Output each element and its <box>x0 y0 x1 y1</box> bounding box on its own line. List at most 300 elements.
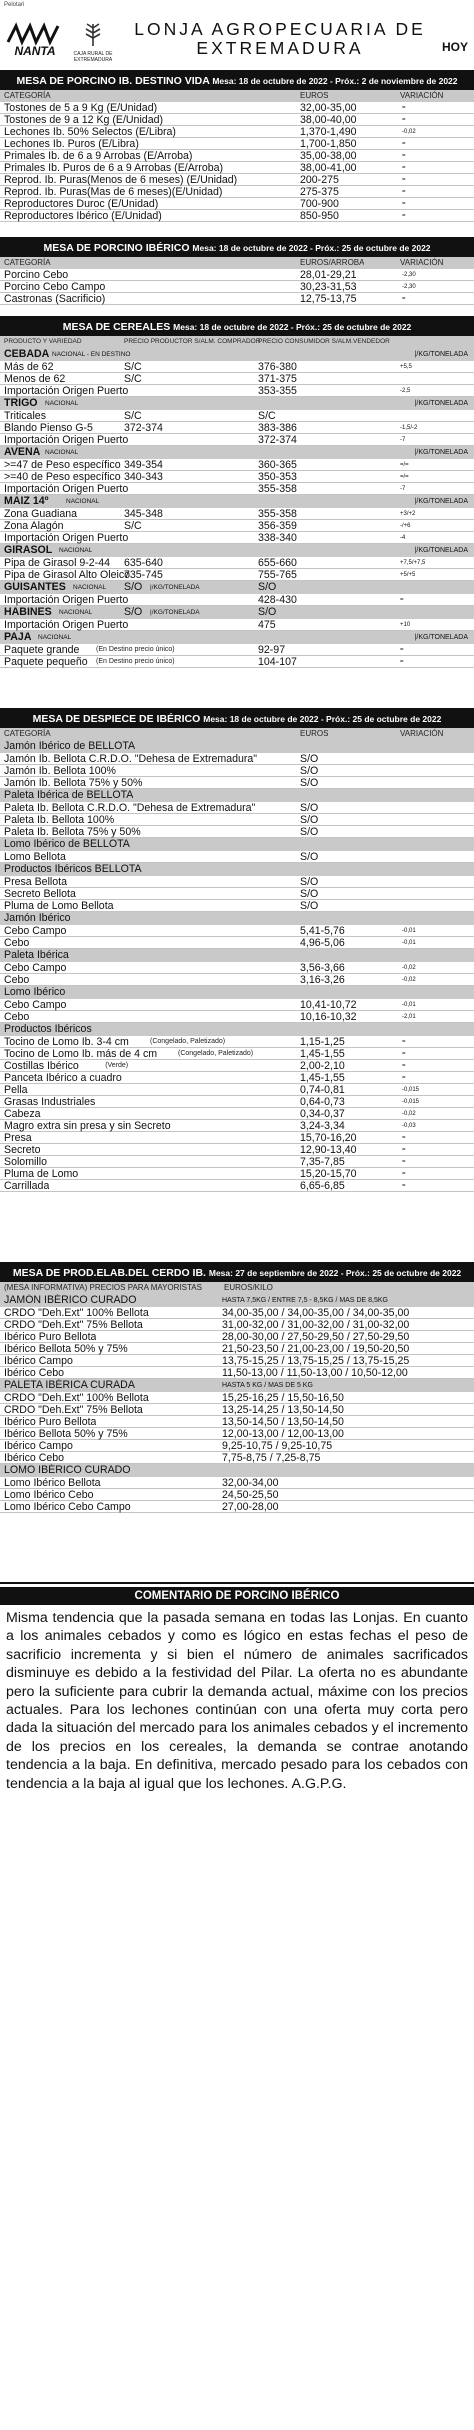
group-unit: NACIONAL <box>59 547 93 554</box>
cell-0: Cabeza <box>4 1108 41 1120</box>
table-row <box>0 1343 474 1355</box>
cell-2: -2,01 <box>402 1014 416 1020</box>
table-row <box>0 962 474 974</box>
cell-0: Solomillo <box>4 1156 47 1168</box>
cell-3: =/= <box>400 462 409 468</box>
table-row <box>0 174 474 186</box>
cell-0: Ibérico Campo <box>4 1355 73 1367</box>
cell-2: 350-353 <box>258 471 297 483</box>
section-title: MESA DE PORCINO IB. DESTINO VIDA Mesa: 18 de octubre de 2022 - Próx.: 2 de noviembre de 2022 <box>0 72 474 90</box>
cell-1: 24,50-25,50 <box>222 1489 279 1501</box>
group-name: AVENA <box>4 446 41 458</box>
cell-0: Primales Ib. Puros de 6 a 9 Arrobas (E/Arroba) <box>4 162 224 174</box>
cell-3: +3/+2 <box>400 511 416 517</box>
table-row <box>0 569 474 581</box>
cell-0: Ibérico Bellota 50% y 75% <box>4 1428 128 1440</box>
cell-0: Importación Origen Puerto <box>4 619 129 631</box>
cell-1: 12,75-13,75 <box>300 293 357 305</box>
table-row <box>0 434 474 446</box>
cell-1: S/O <box>300 876 319 888</box>
group-header <box>0 1294 474 1307</box>
comment-text: Misma tendencia que la pasada semana en todas las Lonjas. En cuanto a los animales cebados y como es lógico en estas fechas el peso de sacrificio incrementa y si bien el número de animales sacrificados disminuye es debido a la festividad del Pilar. La oferta no es abundante pero la suficiente para cubrir la demanda actual, máxime con los precios actuales. Para los lechones continúan con una oferta muy corta pero dada la situación del mercado para los animales cebados y el incremento de los precios en los cereales, la demanda se contrae anotando tendencia a la baja. En definitiva, mercado pesado para los cebados con tendencia a la baja al igual que los lechones. A.G.P.G. <box>6 1610 468 1792</box>
cell-1: 275-375 <box>300 186 339 198</box>
cell-0: Cebo Campo <box>4 925 67 937</box>
corner-label: Pelotari <box>4 2 25 8</box>
cell-2: = <box>402 1063 406 1069</box>
cell-0: Tostones de 9 a 12 Kg (E/Unidad) <box>4 114 164 126</box>
group-header <box>0 581 474 594</box>
row-note: (En Destino precio único) <box>96 658 175 665</box>
cell-1: 11,50-13,00 / 11,50-13,00 / 10,50-12,00 <box>222 1367 408 1379</box>
group-header <box>0 1023 474 1036</box>
table-row <box>0 557 474 569</box>
cell-1: 1,370-1,490 <box>300 126 357 138</box>
group-header <box>0 446 474 459</box>
group-unit-right: |/KG/TONELADA <box>414 449 468 456</box>
cell-0: Lechones Ib. Puros (E/Libra) <box>4 138 139 150</box>
cell-0: Secreto <box>4 1144 41 1156</box>
cell-1: 340-343 <box>124 471 163 483</box>
table-row <box>0 471 474 483</box>
group-header <box>0 740 474 753</box>
table-row <box>0 1011 474 1023</box>
group-unit: NACIONAL <box>45 449 79 456</box>
group-header <box>0 986 474 999</box>
cell-2: 371-375 <box>258 373 297 385</box>
section-despiece <box>0 708 474 1192</box>
table-row <box>0 150 474 162</box>
table-row <box>0 753 474 765</box>
group-unit-right: HASTA 5 KG / MAS DE 5 KG <box>222 1382 313 1389</box>
table-row <box>0 1180 474 1192</box>
cell-3: = <box>400 647 404 653</box>
cell-0: Pluma de Lomo Bellota <box>4 900 114 912</box>
cell-2: 104-107 <box>258 656 297 668</box>
table-row <box>0 1048 474 1060</box>
cell-1: S/O <box>300 814 319 826</box>
group-name: MAIZ 14º <box>4 495 49 507</box>
cell-2: S/C <box>258 410 276 422</box>
cell-1: 27,00-28,00 <box>222 1501 279 1513</box>
group-name: TRIGO <box>4 397 38 409</box>
cell-0: Zona Guadiana <box>4 508 78 520</box>
cell-0: Secreto Bellota <box>4 888 76 900</box>
cell-0: Castronas (Sacrificio) <box>4 293 106 305</box>
group-header <box>0 631 474 644</box>
cell-0: Pipa de Girasol 9-2-44 <box>4 557 110 569</box>
cell-2: -0,02 <box>402 1111 416 1117</box>
cell-2: = <box>402 189 406 195</box>
cell-0: Ibérico Cebo <box>4 1452 65 1464</box>
cell-1: 4,96-5,06 <box>300 937 345 949</box>
group-name: GUISANTES <box>4 581 66 593</box>
group-unit: NACIONAL <box>38 634 72 641</box>
cell-1: 13,25-14,25 / 13,50-14,50 <box>222 1404 344 1416</box>
cell-2: 475 <box>258 619 276 631</box>
cell-1: 31,00-32,00 / 31,00-32,00 / 31,00-32,00 <box>222 1319 410 1331</box>
cell-1: S/O <box>300 777 319 789</box>
cell-2: = <box>402 153 406 159</box>
nanta-logo-text: NANTA <box>14 44 56 58</box>
wheat-icon <box>78 20 108 48</box>
cell-1: S/O <box>300 765 319 777</box>
cell-0: Lomo Ibérico Cebo Campo <box>4 1501 131 1513</box>
table-row <box>0 656 474 668</box>
cell-0: Pluma de Lomo <box>4 1168 79 1180</box>
cell-1: 10,41-10,72 <box>300 999 357 1011</box>
cell-1: S/O <box>300 826 319 838</box>
cell-1: 32,00-34,00 <box>222 1477 279 1489</box>
cell-2: 360-365 <box>258 459 297 471</box>
comment-title: COMENTARIO DE PORCINO IBÉRICO <box>0 1587 474 1605</box>
group-name: Paleta Ibérica <box>4 949 69 961</box>
cell-0: Magro extra sin presa y sin Secreto <box>4 1120 171 1132</box>
cell-0: Tostones de 5 a 9 Kg (E/Unidad) <box>4 102 158 114</box>
cell-0: Jamón Ib. Bellota 100% <box>4 765 116 777</box>
cell-0: Ibérico Puro Bellota <box>4 1416 97 1428</box>
table-row <box>0 483 474 495</box>
cell-2: = <box>402 1039 406 1045</box>
table-row <box>0 925 474 937</box>
cell-1: 345-348 <box>124 508 163 520</box>
cell-0: Reproductores Ibérico (E/Unidad) <box>4 210 162 222</box>
cell-1: 7,35-7,85 <box>300 1156 345 1168</box>
cell-3: -4 <box>400 535 406 541</box>
table-row <box>0 459 474 471</box>
table-row <box>0 876 474 888</box>
group-name: LOMO IBÉRICO CURADO <box>4 1464 131 1476</box>
cell-2: -0,01 <box>402 928 416 934</box>
cell-1: S/O <box>300 851 319 863</box>
cell-1: 34,00-35,00 / 34,00-35,00 / 34,00-35,00 <box>222 1307 410 1319</box>
table-row <box>0 114 474 126</box>
cell-0: Más de 62 <box>4 361 54 373</box>
table-row <box>0 802 474 814</box>
cell-0: Triticales <box>4 410 46 422</box>
table-row <box>0 410 474 422</box>
cell-2: = <box>402 141 406 147</box>
section-porcino-vida <box>0 70 474 222</box>
cell-1: 15,70-16,20 <box>300 1132 357 1144</box>
cell-0: CRDO "Deh.Ext" 75% Bellota <box>4 1404 143 1416</box>
table-row <box>0 1096 474 1108</box>
table-row <box>0 814 474 826</box>
cell-0: Paleta Ib. Bellota 100% <box>4 814 115 826</box>
section-comentario <box>0 1582 474 1793</box>
cell-2: -2,30 <box>402 272 416 278</box>
cell-1: 1,45-1,55 <box>300 1048 345 1060</box>
cell-1: 7,75-8,75 / 7,25-8,75 <box>222 1452 321 1464</box>
column-header: PRODUCTO Y VARIEDAD PRECIO PRODUCTOR S/ALM. COMPRADOR PRECIO CONSUMIDOR S/ALM.VENDEDOR <box>0 336 474 348</box>
table-row <box>0 1084 474 1096</box>
cell-1: 13,75-15,25 / 13,75-15,25 / 13,75-15,25 <box>222 1355 410 1367</box>
table-row <box>0 422 474 434</box>
cell-1: S/O <box>300 802 319 814</box>
cell-1: 15,25-16,25 / 15,50-16,50 <box>222 1392 344 1404</box>
column-header: (MESA INFORMATIVA) PRECIOS PARA MAYORISTAS EUROS/KILO <box>0 1282 474 1294</box>
cell-3: -7 <box>400 437 406 443</box>
cell-0: Importación Origen Puerto <box>4 532 129 544</box>
table-row <box>0 900 474 912</box>
cell-0: Tocino de Lomo Ib. más de 4 cm <box>4 1048 158 1060</box>
cell-1: 735-745 <box>124 569 163 581</box>
table-row <box>0 373 474 385</box>
cell-0: Cebo Campo <box>4 962 67 974</box>
cell-0: Paquete pequeño <box>4 656 88 668</box>
column-header: CATEGORÍA EUROS/ARROBA VARIACIÓN <box>0 257 474 269</box>
column-header: CATEGORÍA EUROS VARIACIÓN <box>0 90 474 102</box>
group-header <box>0 1379 474 1392</box>
cell-3: +7,5/+7,5 <box>400 560 426 566</box>
cell-1: 200-275 <box>300 174 339 186</box>
cell-0: Presa Bellota <box>4 876 68 888</box>
table-row <box>0 210 474 222</box>
cell-2: 356-359 <box>258 520 297 532</box>
column-header: CATEGORÍA EUROS VARIACIÓN <box>0 728 474 740</box>
section-title: MESA DE CEREALES Mesa: 18 de octubre de 2022 - Próx.: 25 de octubre de 2022 <box>0 318 474 336</box>
nanta-logo <box>6 22 64 58</box>
cell-0: Lomo Bellota <box>4 851 66 863</box>
group-unit-2: |/KG/TONELADA <box>150 584 200 591</box>
cell-2: -0,01 <box>402 1002 416 1008</box>
cell-0: Panceta Ibérico a cuadro <box>4 1072 122 1084</box>
group-unit-right: |/KG/TONELADA <box>414 498 468 505</box>
cell-2: = <box>402 165 406 171</box>
cell-0: Reprod. Ib. Puras(Menos de 6 meses) (E/Unidad) <box>4 174 238 186</box>
cell-2: = <box>402 1075 406 1081</box>
page-title: LONJA AGROPECUARIA DE EXTREMADURA <box>134 19 426 58</box>
table-row <box>0 162 474 174</box>
cell-0: Costillas Ibérico <box>4 1060 79 1072</box>
section-title: MESA DE PROD.ELAB.DEL CERDO IB. Mesa: 27 de septiembre de 2022 - Próx.: 25 de octubre de 2022 <box>0 1264 474 1282</box>
cell-3: +5,5 <box>400 364 412 370</box>
cell-1: 28,01-29,21 <box>300 269 357 281</box>
table-row <box>0 1307 474 1319</box>
cell-0: Ibérico Cebo <box>4 1367 65 1379</box>
cell-0: Cebo <box>4 974 30 986</box>
group-header <box>0 348 474 361</box>
group-unit-right: |/KG/TONELADA <box>414 400 468 407</box>
cell-1: 15,20-15,70 <box>300 1168 357 1180</box>
cell-0: Pipa de Girasol Alto Oleico <box>4 569 131 581</box>
cell-2: -0,015 <box>402 1099 420 1105</box>
cell-3: -7 <box>400 486 406 492</box>
cell-1: S/O <box>300 888 319 900</box>
table-row <box>0 1367 474 1379</box>
group-unit-2: |/KG/TONELADA <box>150 609 200 616</box>
table-row <box>0 508 474 520</box>
group-producer-price: S/O <box>124 581 143 593</box>
cell-1: 0,74-0,81 <box>300 1084 345 1096</box>
table-row <box>0 198 474 210</box>
cell-2: -0,02 <box>402 977 416 983</box>
cell-1: 9,25-10,75 / 9,25-10,75 <box>222 1440 333 1452</box>
cell-0: CRDO "Deh.Ext" 75% Bellota <box>4 1319 143 1331</box>
group-name: JAMÓN IBÉRICO CURADO <box>4 1294 137 1306</box>
cell-0: Porcino Cebo Campo <box>4 281 106 293</box>
cell-1: 2,00-2,10 <box>300 1060 345 1072</box>
table-row <box>0 974 474 986</box>
cell-1: 38,00-40,00 <box>300 114 357 126</box>
cell-3: -2,5 <box>400 388 411 394</box>
cell-2: 376-380 <box>258 361 297 373</box>
group-unit: NACIONAL - EN DESTINO <box>52 351 131 358</box>
table-row <box>0 888 474 900</box>
cell-2: -0,01 <box>402 940 416 946</box>
table-row <box>0 619 474 631</box>
cell-0: Porcino Cebo <box>4 269 69 281</box>
row-note: (Verde) <box>105 1062 129 1069</box>
cell-2: = <box>402 296 406 302</box>
section-porcino-iberico <box>0 237 474 305</box>
cell-2: 353-355 <box>258 385 297 397</box>
group-name: Productos Ibéricos BELLOTA <box>4 863 142 875</box>
cell-0: Ibérico Campo <box>4 1440 73 1452</box>
table-row <box>0 138 474 150</box>
cell-0: Lechones Ib. 50% Selectos (E/Libra) <box>4 126 176 138</box>
cell-0: Lomo Ibérico Bellota <box>4 1477 101 1489</box>
cell-0: Jamón Ib. Bellota C.R.D.O. "Dehesa de Extremadura" <box>4 753 258 765</box>
group-name: GIRASOL <box>4 544 53 556</box>
cell-2: -0,03 <box>402 1123 416 1129</box>
cell-1: 35,00-38,00 <box>300 150 357 162</box>
cell-0: Importación Origen Puerto <box>4 385 129 397</box>
cell-0: Importación Origen Puerto <box>4 594 129 606</box>
cell-0: Lomo Ibérico Cebo <box>4 1489 94 1501</box>
table-row <box>0 1501 474 1513</box>
cell-0: Grasas Industriales <box>4 1096 96 1108</box>
table-row <box>0 937 474 949</box>
table-row <box>0 1355 474 1367</box>
table-row <box>0 532 474 544</box>
cell-2: 92-97 <box>258 644 286 656</box>
group-header <box>0 544 474 557</box>
table-row <box>0 520 474 532</box>
cell-1: S/C <box>124 520 142 532</box>
cell-2: -0,02 <box>402 129 416 135</box>
table-row <box>0 1392 474 1404</box>
cell-0: Paleta Ib. Bellota 75% y 50% <box>4 826 141 838</box>
cell-1: 635-640 <box>124 557 163 569</box>
group-unit-right: |/KG/TONELADA <box>414 547 468 554</box>
cell-1: 349-354 <box>124 459 163 471</box>
section-title: MESA DE DESPIECE DE IBÉRICO Mesa: 18 de octubre de 2022 - Próx.: 25 de octubre de 2022 <box>0 710 474 728</box>
section-cereales <box>0 316 474 668</box>
table-row <box>0 269 474 281</box>
table-row <box>0 126 474 138</box>
cell-0: Cebo <box>4 937 30 949</box>
cell-2: = <box>402 117 406 123</box>
group-name: Jamón Ibérico de BELLOTA <box>4 740 136 752</box>
cell-3: =/= <box>400 474 409 480</box>
table-row <box>0 1168 474 1180</box>
group-name: Paleta Ibérica de BELLOTA <box>4 789 134 801</box>
table-row <box>0 1072 474 1084</box>
cell-3: = <box>400 659 404 665</box>
cell-3: +5/+5 <box>400 572 416 578</box>
group-name: Productos Ibéricos <box>4 1023 92 1035</box>
cell-1: 850-950 <box>300 210 339 222</box>
section-elaborados <box>0 1262 474 1513</box>
table-row <box>0 293 474 305</box>
table-row <box>0 1331 474 1343</box>
cell-2: = <box>402 1135 406 1141</box>
cell-0: Jamón Ib. Bellota 75% y 50% <box>4 777 143 789</box>
cell-0: Reproductores Duroc (E/Unidad) <box>4 198 159 210</box>
cell-2: = <box>402 201 406 207</box>
cell-0: Presa <box>4 1132 32 1144</box>
group-header <box>0 495 474 508</box>
cell-0: Pella <box>4 1084 28 1096</box>
row-note: (En Destino precio único) <box>96 646 175 653</box>
group-unit: NACIONAL <box>59 609 93 616</box>
group-header <box>0 606 474 619</box>
cell-2: -0,02 <box>402 965 416 971</box>
group-header <box>0 397 474 410</box>
cell-2: = <box>402 1183 406 1189</box>
table-row <box>0 1477 474 1489</box>
cell-2: = <box>402 105 406 111</box>
cell-1: 28,00-30,00 / 27,50-29,50 / 27,50-29,50 <box>222 1331 410 1343</box>
row-note: (Congelado, Paletizado) <box>178 1050 254 1057</box>
hoy-logo: HOY <box>441 40 468 54</box>
cell-0: Tocino de Lomo Ib. 3-4 cm <box>4 1036 129 1048</box>
cell-1: 3,16-3,26 <box>300 974 345 986</box>
cell-2: = <box>402 213 406 219</box>
cell-2: = <box>402 1051 406 1057</box>
cell-0: Importación Origen Puerto <box>4 483 129 495</box>
cell-2: 383-386 <box>258 422 297 434</box>
table-row <box>0 1060 474 1072</box>
cell-1: 1,700-1,850 <box>300 138 357 150</box>
cell-3: -1,5/-2 <box>400 425 418 431</box>
table-row <box>0 1489 474 1501</box>
cell-2: -0,015 <box>402 1087 420 1093</box>
table-row <box>0 644 474 656</box>
cell-3: +10 <box>400 622 411 628</box>
cell-0: Carrillada <box>4 1180 50 1192</box>
table-row <box>0 186 474 198</box>
cell-1: 13,50-14,50 / 13,50-14,50 <box>222 1416 344 1428</box>
cell-0: Blando Pienso G-5 <box>4 422 93 434</box>
table-row <box>0 281 474 293</box>
group-name: PALETA IBÉRICA CURADA <box>4 1379 135 1391</box>
table-row <box>0 765 474 777</box>
group-unit-right: |/KG/TONELADA <box>414 634 468 641</box>
cell-1: 32,00-35,00 <box>300 102 357 114</box>
group-name: Jamón Ibérico <box>4 912 71 924</box>
table-row <box>0 1036 474 1048</box>
table-row <box>0 1428 474 1440</box>
group-unit: NACIONAL <box>73 584 107 591</box>
group-consumer-price: S/O <box>258 581 277 593</box>
cell-1: 700-900 <box>300 198 339 210</box>
cell-0: Cebo <box>4 1011 30 1023</box>
group-name: Lomo Ibérico <box>4 986 66 998</box>
caja-rural-logo <box>64 20 122 66</box>
cell-2: = <box>402 1159 406 1165</box>
cell-2: = <box>402 1147 406 1153</box>
cell-0: Paleta Ib. Bellota C.R.D.O. "Dehesa de Extremadura" <box>4 802 256 814</box>
group-header <box>0 789 474 802</box>
cell-0: >=47 de Peso específico <box>4 459 121 471</box>
cell-1: 12,00-13,00 / 12,00-13,00 <box>222 1428 344 1440</box>
cell-2: 355-358 <box>258 508 297 520</box>
table-row <box>0 1404 474 1416</box>
group-unit: NACIONAL <box>45 400 79 407</box>
cell-1: 372-374 <box>124 422 163 434</box>
table-row <box>0 1416 474 1428</box>
